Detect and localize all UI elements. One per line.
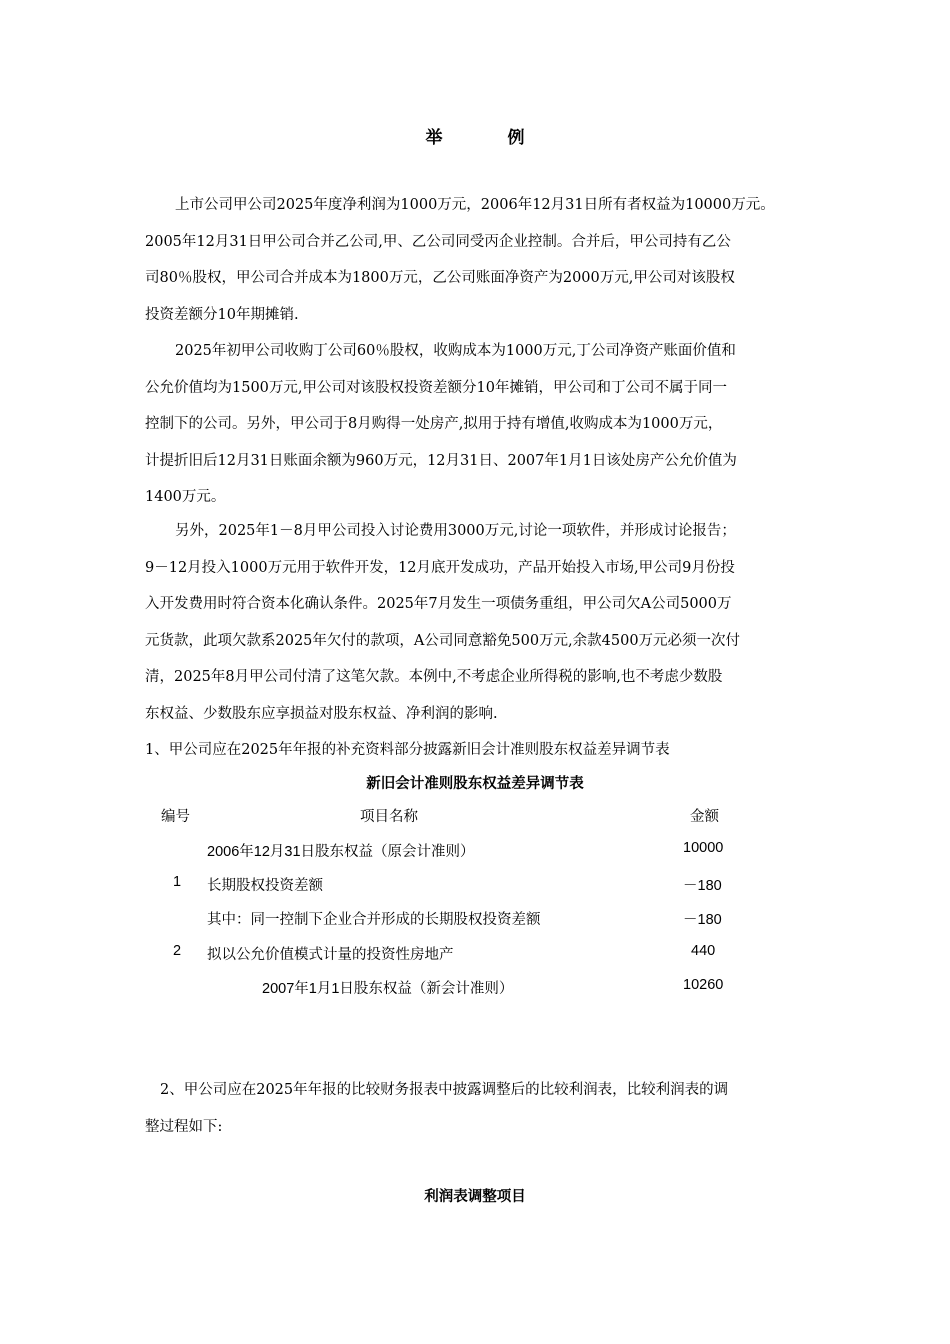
section-subtitle: 利润表调整项目 [424, 1189, 526, 1205]
table-row-item: 2006年12月31日股东权益（原会计准则） [207, 844, 475, 860]
paragraph-line: 入开发费用时符合资本化确认条件。2025年7月发生一项债务重组，甲公司欠A公司5000万 [145, 596, 732, 612]
paragraph-line: 上市公司甲公司2025年度净利润为1000万元，2006年12月31日所有者权益为10000万元。 [175, 197, 775, 213]
paragraph-line: 9－12月投入1000万元用于软件开发，12月底开发成功，产品开始投入市场,甲公司9月份投 [145, 559, 735, 576]
paragraph-line: 1400万元。 [145, 489, 226, 505]
paragraph-line: 另外，2025年1－8月甲公司投入讨论费用3000万元,讨论一项软件，并形成讨论报告； [175, 523, 736, 539]
table-row-item: 长期股权投资差额 [207, 878, 323, 894]
paragraph-3 [145, 513, 815, 732]
table-row-amount: －180 [683, 912, 722, 928]
table-row-number: 2 [173, 943, 182, 959]
col-header-item: 项目名称 [360, 809, 418, 825]
paragraph-line: 投资差额分10年期摊销. [145, 306, 299, 323]
table-row-item: 其中：同一控制下企业合并形成的长期股权投资差额 [207, 912, 541, 928]
paragraph-line: 元货款，此项欠款系2025年欠付的款项，A公司同意豁免500万元,余款4500万元必须一次付 [145, 632, 741, 649]
paragraph-line: 整过程如下: [145, 1118, 223, 1135]
table-row-amount: －180 [683, 878, 722, 894]
table-row-item: 2007年1月1日股东权益（新会计准则） [262, 981, 514, 997]
table-row-item: 拟以公允价值模式计量的投资性房地产 [207, 947, 454, 963]
paragraph-line: 控制下的公司。另外，甲公司于8月购得一处房产,拟用于持有增值,收购成本为1000万元， [145, 416, 723, 432]
paragraph-line: 2005年12月31日甲公司合并乙公司,甲、乙公司同受丙企业控制。合并后，甲公司持有乙公 [145, 233, 731, 250]
table-row-number: 1 [173, 874, 182, 890]
table-row-amount: 10000 [683, 840, 724, 856]
paragraph-line: 司80％股权，甲公司合并成本为1800万元，乙公司账面净资产为2000万元,甲公司对该股权 [145, 270, 735, 286]
paragraph-line: 东权益、少数股东应享损益对股东权益、净利润的影响. [145, 705, 498, 722]
section-1-heading: 1、甲公司应在2025年年报的补充资料部分披露新旧会计准则股东权益差异调节表 [145, 742, 670, 758]
paragraph-line: 2、甲公司应在2025年年报的比较财务报表中披露调整后的比较利润表，比较利润表的调 [160, 1082, 729, 1098]
paragraph-1 [145, 187, 815, 333]
paragraph-line: 计提折旧后12月31日账面余额为960万元，12月31日、2007年1月1日该处房产公允价值为 [145, 452, 737, 469]
paragraph-line: 清，2025年8月甲公司付清了这笔欠款。本例中,不考虑企业所得税的影响,也不考虑少数股 [145, 669, 723, 685]
col-header-amount: 金额 [690, 809, 719, 825]
paragraph-2 [145, 333, 815, 516]
col-header-number: 编号 [161, 809, 190, 825]
paragraph-line: 公允价值均为1500万元,甲公司对该股权投资差额分10年摊销，甲公司和丁公司不属于同一 [145, 379, 727, 396]
page-title: 举 例 [425, 128, 549, 148]
table-row-amount: 440 [691, 943, 716, 959]
paragraph-line: 2025年初甲公司收购丁公司60％股权，收购成本为1000万元,丁公司净资产账面价值和 [175, 343, 736, 359]
table-title: 新旧会计准则股东权益差异调节表 [366, 776, 584, 792]
table-row-amount: 10260 [683, 977, 724, 993]
section-2-paragraph [145, 1072, 815, 1145]
